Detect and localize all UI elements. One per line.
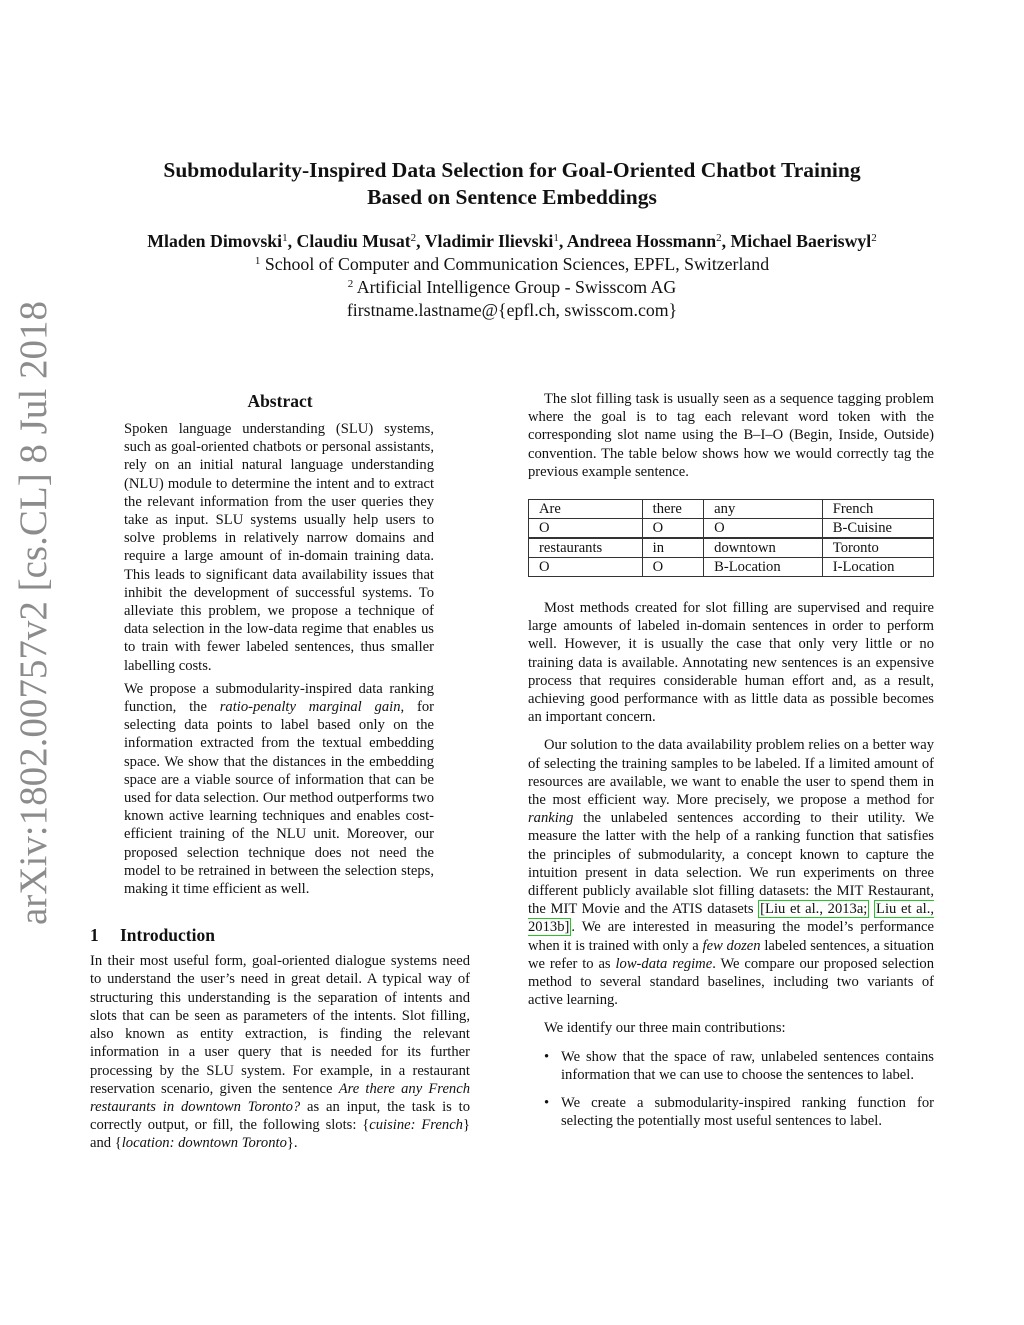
author-name: Claudiu Musat bbox=[296, 231, 411, 251]
contributions-intro: We identify our three main contributions: bbox=[544, 1020, 786, 1037]
text-run: labeled sentences, a situation we refer to as bbox=[528, 937, 934, 972]
list-item-text: We show that the space of raw, unlabeled sentences contains information that we can use to choose the sentences to label. bbox=[561, 1048, 934, 1083]
table-row bbox=[529, 519, 934, 539]
title-line-2: Based on Sentence Embeddings bbox=[367, 185, 657, 209]
text-run: In their most useful form, goal-oriented dialogue systems need to understand the user’s need in great detail. A typical way of structuring this understanding is the separation of intents and slots that can be seen as parameters of the intents. Slot filling, also known as entity extraction, is finding the relevant information in a user query that is needed for its further processing by the SLU system. For example, in a restaurant reservation scenario, given the sentence bbox=[90, 953, 470, 1097]
intro-paragraph-1 bbox=[90, 952, 470, 1152]
affiliation-number: 2 bbox=[347, 278, 354, 290]
table-row bbox=[529, 558, 934, 577]
solution-paragraph bbox=[528, 736, 934, 1009]
emphasis: location: downtown Toronto bbox=[121, 1135, 287, 1152]
abstract-paragraph-1: Spoken language understanding (SLU) systems, such as goal-oriented chatbots or personal assistants, rely on an initial natural language understanding (NLU) module to determine the intent and to extract the relevant information from the user queries they take as input. SLU systems usually help users to solve problems in relatively narrow domains and require a large amount of in-domain training data. This leads to significant data availability issues that inhibit the development of successful systems. To alleviate this problem, we propose a technique of data selection in the low-data regime that enables us to train with fewer labeled sentences, thus smaller labelling costs. bbox=[124, 421, 434, 674]
table-cell: Are bbox=[529, 500, 643, 519]
text-run: . We compare our proposed selection method to several standard baselines, including two variants of active learning. bbox=[528, 955, 934, 1009]
left-column bbox=[90, 390, 470, 1153]
table-cell: restaurants bbox=[529, 538, 643, 558]
emphasis: few dozen bbox=[702, 937, 761, 954]
text-run: as an input, the task is to correctly output, or fill, the following slots: { bbox=[90, 1098, 470, 1134]
author-name: Andreea Hossmann bbox=[566, 231, 717, 251]
table-row bbox=[529, 500, 934, 519]
citation-link[interactable]: Liu et al., 2013b] bbox=[528, 901, 934, 936]
emphasis: cuisine: French bbox=[369, 1117, 463, 1134]
author-list: Mladen Dimovski$^1$, Claudiu Musat$^2$, Vladimir Ilievski$^1$, Andreea Hossmann$^2$, Michael Baeriswyl$^2$ bbox=[147, 231, 877, 251]
text-run: the unlabeled sentences according to their utility. We measure the latter with the help of a ranking function that satisfies the principles of submodularity, a concept known to capture the intuition present in data selection. We run experiments on three different publicly available slot filling datasets: the MIT Restaurant, the MIT Movie and the ATIS datasets bbox=[528, 810, 934, 918]
table-cell: O bbox=[642, 519, 704, 539]
table-cell: any bbox=[704, 500, 823, 519]
emphasis: Are there any French restaurants in downtown Toronto? bbox=[90, 1080, 470, 1115]
author-affiliation-mark: 1 bbox=[553, 232, 559, 244]
section-title: Introduction bbox=[120, 925, 215, 946]
text-run: We propose a submodularity-inspired data ranking function, the bbox=[124, 680, 434, 716]
text-run: . We are interested in measuring the model’s performance when it is trained with only a bbox=[528, 919, 934, 954]
text-run: }. bbox=[286, 1135, 298, 1152]
text-run: } and { bbox=[90, 1117, 470, 1152]
author-affiliation-mark: 2 bbox=[716, 232, 722, 244]
emphasis: ranking bbox=[528, 810, 574, 827]
author-name: Vladimir Ilievski bbox=[424, 231, 554, 251]
slot-filling-paragraph: The slot filling task is usually seen as a sequence tagging problem where the goal is to tag each relevant word token with the corresponding slot name using the B–I–O (Begin, Inside, Outside) convention. The table below shows how we would correctly tag the previous example sentence. bbox=[528, 391, 934, 480]
affiliation-text: School of Computer and Communication Sciences, EPFL, Switzerland bbox=[264, 254, 770, 274]
table-cell: there bbox=[642, 500, 704, 519]
table-cell: I-Location bbox=[822, 558, 933, 577]
citation-link[interactable]: [Liu et al., 2013a; bbox=[760, 901, 868, 918]
bio-tagging-table bbox=[528, 499, 934, 577]
author-email: firstname.lastname@{epfl.ch, swisscom.com} bbox=[346, 300, 678, 320]
bullet-icon: • bbox=[544, 1095, 550, 1112]
author-affiliation-mark: 2 bbox=[410, 232, 417, 244]
table-cell: downtown bbox=[704, 538, 823, 558]
table-cell: Toronto bbox=[822, 538, 933, 558]
affiliation-1 bbox=[90, 253, 934, 276]
paper-title bbox=[90, 157, 934, 211]
bullet-icon: • bbox=[544, 1048, 550, 1065]
table-row bbox=[529, 538, 934, 558]
title-block bbox=[90, 157, 934, 322]
table-cell: B-Cuisine bbox=[822, 519, 933, 539]
affiliation-text: Artificial Intelligence Group - Swisscom AG bbox=[356, 277, 677, 297]
table-cell: French bbox=[822, 500, 933, 519]
list-item bbox=[544, 1048, 934, 1084]
right-column bbox=[528, 390, 934, 1141]
arxiv-identifier: arXiv:1802.00757v2 [cs.CL] 8 Jul 2018 bbox=[12, 301, 55, 925]
emphasis: ratio-penalty marginal gain bbox=[219, 699, 401, 716]
table-cell: B-Location bbox=[704, 558, 823, 577]
table-cell: in bbox=[642, 538, 704, 558]
abstract-paragraph-2 bbox=[124, 680, 434, 898]
section-number: 1 bbox=[90, 925, 99, 946]
emphasis: low-data regime bbox=[615, 955, 713, 972]
text-run: , for selecting data points to label based only on the information extracted from the textual embedding space. We show that the distances in the embedding space are a viable source of information that can be used for data selection. Our method outperforms two known active learning techniques and enables cost-efficient training of the NLU unit. Moreover, our proposed selection technique does not need the model to be retrained in between the selection steps, making it time efficient as well. bbox=[124, 699, 434, 898]
supervised-methods-paragraph: Most methods created for slot filling are supervised and require large amounts of labeled in-domain sentences in order to perform well. However, it is usually the case that only very little or no training data is available. Annotating new sentences is an expensive process that requires considerable human effort and, as a result, achieving good performance with as little data as possible becomes an important concern. bbox=[528, 600, 934, 726]
author-name: Mladen Dimovski bbox=[147, 231, 283, 251]
contributions-list bbox=[528, 1048, 934, 1131]
list-item bbox=[544, 1094, 934, 1130]
author-affiliation-mark: 1 bbox=[282, 232, 288, 244]
title-line-1: Submodularity-Inspired Data Selection for Goal-Oriented Chatbot Training bbox=[163, 158, 861, 182]
list-item-text: We create a submodularity-inspired ranking function for selecting the potentially most useful sentences to label. bbox=[561, 1095, 934, 1130]
author-affiliation-mark: 2 bbox=[871, 232, 877, 244]
table-cell: O bbox=[529, 519, 643, 539]
abstract-heading: Abstract bbox=[247, 391, 313, 411]
affiliation-2 bbox=[90, 276, 934, 299]
text-run: Our solution to the data availability problem relies on a better way of selecting the training samples to be labeled. If a limited amount of resources are available, we want to enable the user to spend them in the most efficient way. More precisely, we propose a method for bbox=[528, 737, 934, 809]
abstract-body bbox=[90, 420, 470, 898]
table-cell: O bbox=[704, 519, 823, 539]
table-cell: O bbox=[642, 558, 704, 577]
affiliation-number: 1 bbox=[254, 255, 261, 267]
table-cell: O bbox=[529, 558, 643, 577]
author-name: Michael Baeriswyl bbox=[730, 231, 872, 251]
section-heading-introduction bbox=[90, 924, 470, 946]
